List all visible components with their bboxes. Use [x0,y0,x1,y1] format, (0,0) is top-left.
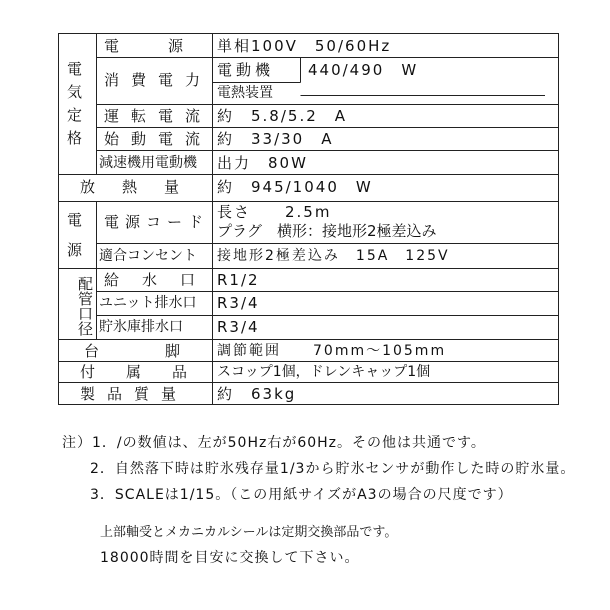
accessories-label: 付 属 品 [80,363,196,381]
accessories-value: スコップ1個，ドレンキャップ1個 [217,364,431,380]
weight-label: 製品質量 [80,385,189,403]
weight-value: 約 63kg [217,385,297,403]
unit-drain-label: ユニット排水口 [99,295,197,311]
note-line-2: 2．自然落下時は貯氷残存量1/3から貯氷センサが動作した時の貯氷量。 [90,461,576,477]
outlet-value: 接地形2極差込み 15A 125V [217,248,450,264]
note-line-4: 上部軸受とメカニカルシールは定期交換部品です。 [100,525,398,540]
note-line-3: 3．SCALEは1/15。（この用紙サイズがA3の場合の尺度です） [90,487,513,503]
heater-label: 電熱装置 [217,85,273,101]
storage-drain-value: R3/4 [217,318,260,336]
note-line-5: 18000時間を目安に交換して下さい。 [100,550,360,566]
note-line-1: 注）1．/の数値は、左が50Hz右が60Hz。その他は共通です。 [62,435,486,451]
outlet-label: 適合コンセント [99,248,197,264]
reduction-motor-value: 出力 80W [217,154,308,172]
stand-label: 台 脚 [84,342,193,360]
water-supply-value: R1/2 [217,271,260,289]
power-consumption-label: 消費電力 [104,71,213,89]
starting-current-label: 始動電流 [104,130,213,148]
group-piping-label: 配管口径 [76,276,94,336]
storage-drain-label: 貯氷庫排水口 [99,319,183,335]
group-power-label: 電源 [67,211,83,259]
running-current-value: 約 5.8/5.2 A [217,107,348,125]
water-supply-label: 給 水 口 [104,271,200,289]
stand-value: 調節範囲 70mm～105mm [217,343,447,359]
unit-drain-value: R3/4 [217,294,260,312]
running-current-label: 運転電流 [104,107,213,125]
cord-value-2: プラグ 横形：接地形2極差込み [217,222,437,240]
reduction-motor-label: 減速機用電動機 [99,155,197,171]
motor-label: 電動機 [217,61,275,79]
heat-output-label: 放 熱 量 [80,178,186,196]
power-source-label: 電 源 [104,37,185,55]
cord-value-1: 長さ 2.5m [217,203,332,221]
starting-current-value: 約 33/30 A [217,130,334,148]
cord-label: 電源コード [104,213,210,231]
group-electrical-label: 電気定格 [67,60,83,147]
heat-output-value: 約 945/1040 W [217,178,373,196]
power-source-value: 単相100V 50/60Hz [217,37,392,55]
motor-value: 440/490 W [308,61,419,79]
